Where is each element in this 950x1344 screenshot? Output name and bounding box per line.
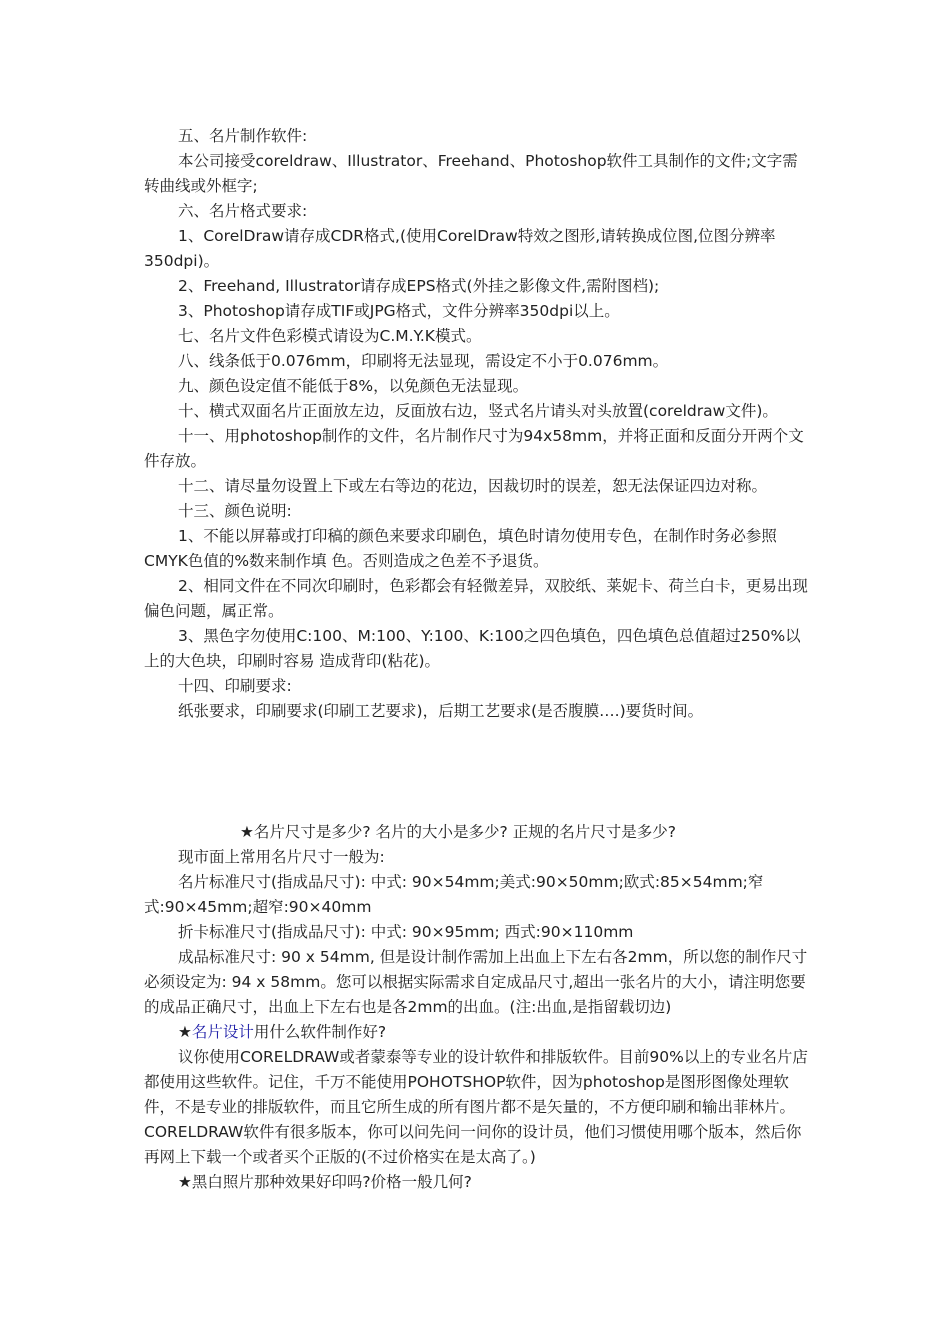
paragraph: 八、线条低于0.076mm，印刷将无法显现，需设定不小于0.076mm。 xyxy=(178,352,669,370)
paragraph: 名片标准尺寸(指成品尺寸): 中式: 90×54mm;美式:90×50mm;欧式:85×54mm;窄式:90×45mm;超窄:90×40mm xyxy=(144,873,764,916)
paragraph: 六、名片格式要求: xyxy=(178,202,308,220)
paragraph: 1、不能以屏幕或打印稿的颜色来要求印刷色，填色时请勿使用专色，在制作时务必参照CMYK色值的%数来制作填 色。否则造成之色差不予退货。 xyxy=(144,527,777,570)
section-card-requirements xyxy=(144,124,810,724)
paragraph: 议你使用CORELDRAW或者蒙泰等专业的设计软件和排版软件。目前90%以上的专业名片店都使用这些软件。记住，千万不能使用POHOTSHOP软件，因为photoshop是图形图像处理软件，不是专业的排版软件，而且它所生成的所有图片都不是矢量的，不方便印刷和输出菲林片。CORELDRAW软件有很多版本，你可以问先问一问你的设计员，他们习惯使用哪个版本，然后你再网上下载一个或者买个正版的(不过价格实在是太高了。) xyxy=(144,1048,808,1166)
paragraph: 五、名片制作软件: xyxy=(178,127,308,145)
paragraph: 折卡标准尺寸(指成品尺寸): 中式: 90×95mm; 西式:90×110mm xyxy=(178,923,634,941)
paragraph: 本公司接受coreldraw、Illustrator、Freehand、Photoshop软件工具制作的文件;文字需转曲线或外框字; xyxy=(144,152,798,195)
paragraph: 3、黑色字勿使用C:100、M:100、Y:100、K:100之四色填色，四色填色总值超过250%以上的大色块，印刷时容易 造成背印(粘花)。 xyxy=(144,627,801,670)
paragraph: 十二、请尽量勿设置上下或左右等边的花边，因裁切时的误差，恕无法保证四边对称。 xyxy=(178,477,768,495)
card-design-link[interactable]: 名片设计 xyxy=(191,1023,254,1041)
paragraph: 十、横式双面名片正面放左边，反面放右边，竖式名片请头对头放置(coreldraw文件)。 xyxy=(178,402,778,420)
paragraph: 九、颜色设定值不能低于8%，以免颜色无法显现。 xyxy=(178,377,529,395)
paragraph: 2、Freehand, Illustrator请存成EPS格式(外挂之影像文件,需附图档); xyxy=(178,277,660,295)
question-text: 用什么软件制作好? xyxy=(253,1023,387,1041)
paragraph: 纸张要求，印刷要求(印刷工艺要求)，后期工艺要求(是否腹膜….)要货时间。 xyxy=(178,702,704,720)
faq-question-software xyxy=(144,1020,810,1045)
paragraph: 现市面上常用名片尺寸一般为: xyxy=(178,848,385,866)
paragraph: 2、相同文件在不同次印刷时，色彩都会有轻微差异，双胶纸、莱妮卡、荷兰白卡，更易出现偏色问题，属正常。 xyxy=(144,577,808,620)
paragraph: 1、CorelDraw请存成CDR格式,(使用CorelDraw特效之图形,请转换成位图,位图分辨率350dpi)。 xyxy=(144,227,776,270)
paragraph: 十三、颜色说明: xyxy=(178,502,292,520)
paragraph: 3、Photoshop请存成TIF或JPG格式，文件分辨率350dpi以上。 xyxy=(178,302,620,320)
paragraph: 七、名片文件色彩模式请设为C.M.Y.K模式。 xyxy=(178,327,482,345)
faq-question-bw-photo: ★黑白照片那种效果好印吗?价格一般几何? xyxy=(178,1173,472,1191)
star-icon: ★ xyxy=(178,1023,192,1041)
paragraph: 成品标准尺寸: 90 x 54mm, 但是设计制作需加上出血上下左右各2mm，所以您的制作尺寸必须设定为: 94 x 58mm。您可以根据实际需求自定成品尺寸,超出一张名片的大小，请注明您要的成品正确尺寸，出血上下左右也是各2mm的出血。(注:出血,是指留载切边) xyxy=(144,948,808,1016)
section-card-size-faq xyxy=(144,820,810,1195)
faq-heading: ★名片尺寸是多少? 名片的大小是多少? 正规的名片尺寸是多少? xyxy=(240,823,676,841)
paragraph: 十四、印刷要求: xyxy=(178,677,292,695)
paragraph: 十一、用photoshop制作的文件，名片制作尺寸为94x58mm，并将正面和反面分开两个文件存放。 xyxy=(144,427,804,470)
